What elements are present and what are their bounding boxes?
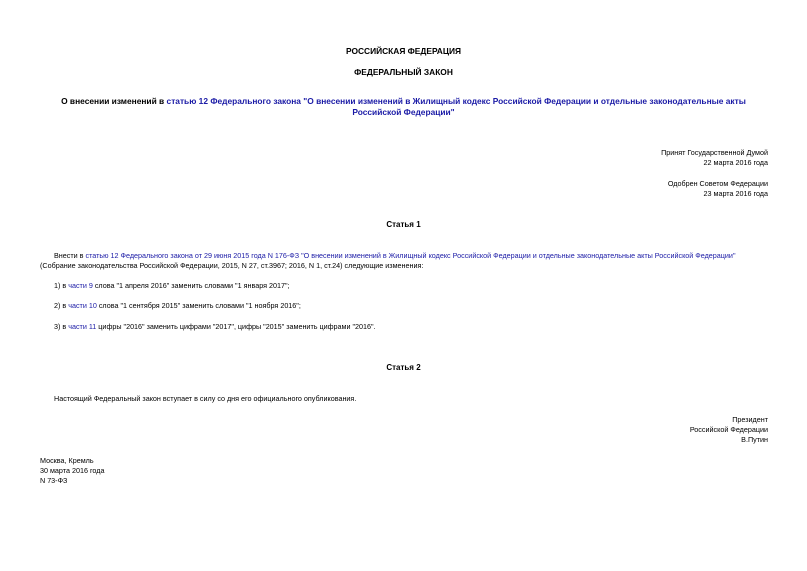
amendment-item — [54, 301, 301, 310]
item-number: 3) в — [54, 322, 69, 331]
duma-label: Принят Государственной Думой — [661, 148, 768, 157]
title-prefix: О внесении изменений в — [61, 96, 167, 106]
item-number: 2) в — [54, 301, 69, 310]
place-city: Москва, Кремль — [40, 456, 94, 465]
article2-text: Настоящий Федеральный закон вступает в силу со дня его официального опубликования. — [54, 394, 357, 403]
item-number: 1) в — [54, 281, 69, 290]
item-text: слова "1 сентября 2015" заменить словами "1 ноября 2016"; — [96, 301, 301, 310]
item-text: цифры "2016" заменить цифрами "2017", цифры "2015" заменить цифрами "2016". — [96, 322, 376, 331]
item-link[interactable]: части 11 — [68, 322, 97, 331]
signature-title: Президент — [732, 415, 768, 424]
amendment-item — [54, 281, 290, 290]
amendment-item — [54, 322, 376, 331]
law-title — [0, 96, 807, 118]
duma-date: 22 марта 2016 года — [703, 158, 768, 167]
article1-intro — [40, 251, 768, 260]
intro-link[interactable]: статью 12 Федерального закона от 29 июня 2015 года N 176-ФЗ "О внесении изменений в Жилищный кодекс Российской Федерации и отдельные законодательные акты Российской Федерации" — [85, 251, 736, 260]
title-link[interactable]: статью 12 Федерального закона "О внесении изменений в Жилищный кодекс Российской Федерации и отдельные законодательные акты — [166, 96, 746, 106]
council-label: Одобрен Советом Федерации — [667, 179, 768, 188]
article1-heading: Статья 1 — [386, 220, 421, 229]
intro-prefix: Внести в — [54, 251, 86, 260]
signature-name: В.Путин — [741, 435, 768, 444]
article2-heading: Статья 2 — [386, 363, 421, 372]
article1-intro-suffix: (Собрание законодательства Российской Федерации, 2015, N 27, ст.3967; 2016, N 1, ст.24) следующие изменения: — [40, 261, 424, 270]
title-link-line2[interactable]: Российской Федерации" — [352, 106, 455, 117]
law-number: N 73-ФЗ — [40, 476, 68, 485]
item-text: слова "1 апреля 2016" заменить словами "1 января 2017"; — [92, 281, 290, 290]
place-date: 30 марта 2016 года — [40, 466, 105, 475]
item-link[interactable]: части 10 — [68, 301, 97, 310]
signature-country: Российской Федерации — [689, 425, 768, 434]
item-link[interactable]: части 9 — [68, 281, 93, 290]
country-heading: РОССИЙСКАЯ ФЕДЕРАЦИЯ — [345, 46, 462, 56]
council-date: 23 марта 2016 года — [703, 189, 768, 198]
doc-type-heading: ФЕДЕРАЛЬНЫЙ ЗАКОН — [354, 67, 453, 77]
